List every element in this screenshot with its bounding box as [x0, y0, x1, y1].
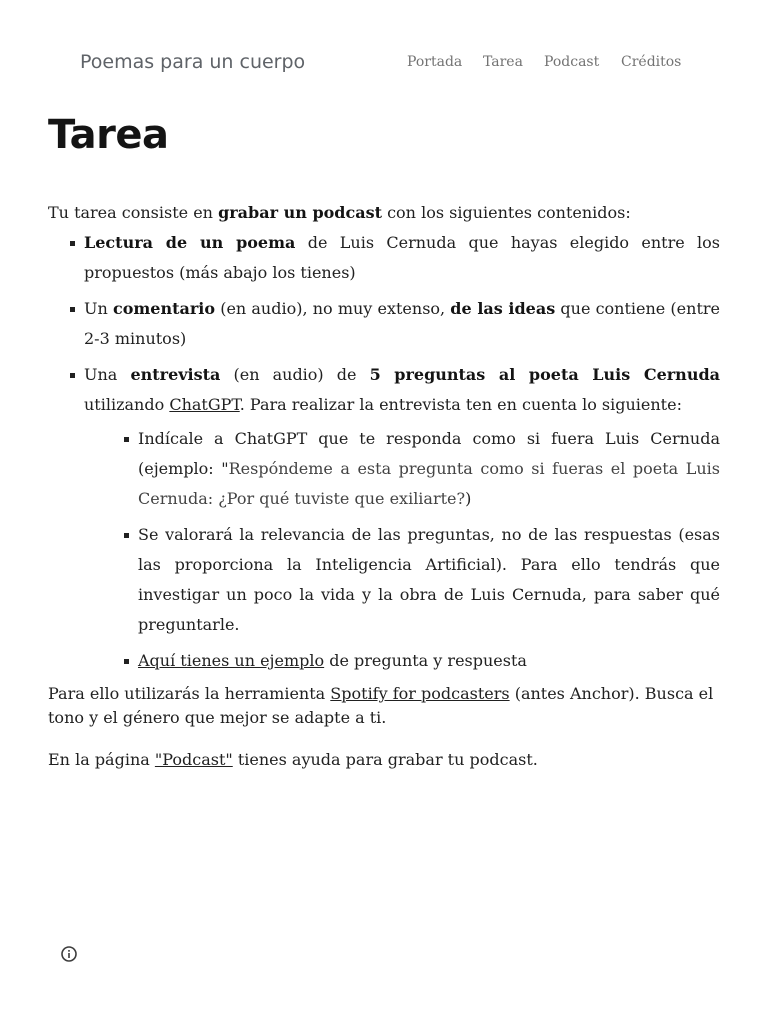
task-text: Un — [84, 299, 113, 318]
nav-item-podcast[interactable]: Podcast — [544, 54, 600, 70]
subitem-indicale — [138, 424, 720, 514]
site-header — [0, 0, 768, 120]
task-text: Una — [84, 365, 131, 384]
page-title: Tarea — [48, 112, 169, 158]
example-link[interactable]: Aquí tienes un ejemplo — [138, 651, 325, 670]
subitem-text: Indícale a ChatGPT que te responda como si fuera Luis Cernuda (ejemplo: " — [138, 429, 720, 478]
task-list — [48, 228, 720, 676]
nav-item-creditos[interactable]: Créditos — [621, 54, 682, 70]
main-content — [48, 198, 720, 772]
intro-text-end: con los siguientes contenidos: — [382, 203, 631, 222]
subitem-text: Se valorará la relevancia de las preguntas, no de las respuestas (esas las proporciona la Inteligencia Artificial). Para ello tendrás que investigar un poco la vida y la obra de Luis Cernuda, para saber qué preguntarle. — [138, 525, 720, 634]
podcast-help-paragraph — [48, 748, 720, 772]
task-item-lectura — [84, 228, 720, 288]
chatgpt-link[interactable]: ChatGPT — [169, 395, 240, 414]
task-bold: 5 preguntas al poeta Luis Cernuda — [369, 365, 721, 384]
paragraph-text: tienes ayuda para grabar tu podcast. — [232, 750, 538, 769]
task-text: . Para realizar la entrevista ten en cuenta lo siguiente: — [239, 395, 682, 414]
nav-item-tarea[interactable]: Tarea — [483, 54, 523, 70]
task-bold: de las ideas — [450, 299, 556, 318]
task-text: de Luis Cernuda que hayas elegido entre los propuestos (más abajo los tienes) — [84, 233, 721, 282]
paragraph-text: Para ello utilizarás la herramienta — [48, 684, 331, 703]
subitem-valoracion — [138, 520, 720, 640]
interview-sublist — [84, 424, 720, 676]
paragraph-text: En la página — [48, 750, 155, 769]
example-quote: Respóndeme a esta pregunta como si fueras el poeta Luis Cernuda: ¿Por qué tuviste que exiliarte? — [138, 459, 721, 508]
podcast-page-link[interactable]: "Podcast" — [154, 750, 233, 769]
task-bold: Lectura de un poema — [84, 233, 296, 252]
task-text: que contiene (entre 2-3 minutos) — [84, 299, 720, 348]
task-bold: comentario — [112, 299, 216, 318]
site-title-link[interactable]: Poemas para un cuerpo — [80, 51, 306, 73]
task-item-entrevista — [84, 360, 720, 676]
tool-paragraph — [48, 682, 720, 730]
spotify-for-podcasters-link[interactable]: Spotify for podcasters — [330, 684, 510, 703]
task-text: utilizando — [84, 395, 170, 414]
subitem-text: de pregunta y respuesta — [324, 651, 527, 670]
intro-bold: grabar un podcast — [218, 203, 382, 222]
intro-text: Tu tarea consiste en — [48, 203, 219, 222]
nav-item-portada[interactable]: Portada — [407, 54, 463, 70]
task-text: (en audio) de — [220, 365, 370, 384]
task-item-comentario — [84, 294, 720, 354]
info-icon[interactable] — [60, 945, 78, 963]
intro-paragraph — [48, 198, 720, 228]
subitem-ejemplo — [138, 646, 720, 676]
paragraph-text: (antes Anchor). Busca el tono y el género que mejor se adapte a ti. — [48, 684, 714, 727]
task-text: (en audio), no muy extenso, — [215, 299, 451, 318]
subitem-text: ) — [465, 489, 472, 508]
task-bold: entrevista — [130, 365, 221, 384]
